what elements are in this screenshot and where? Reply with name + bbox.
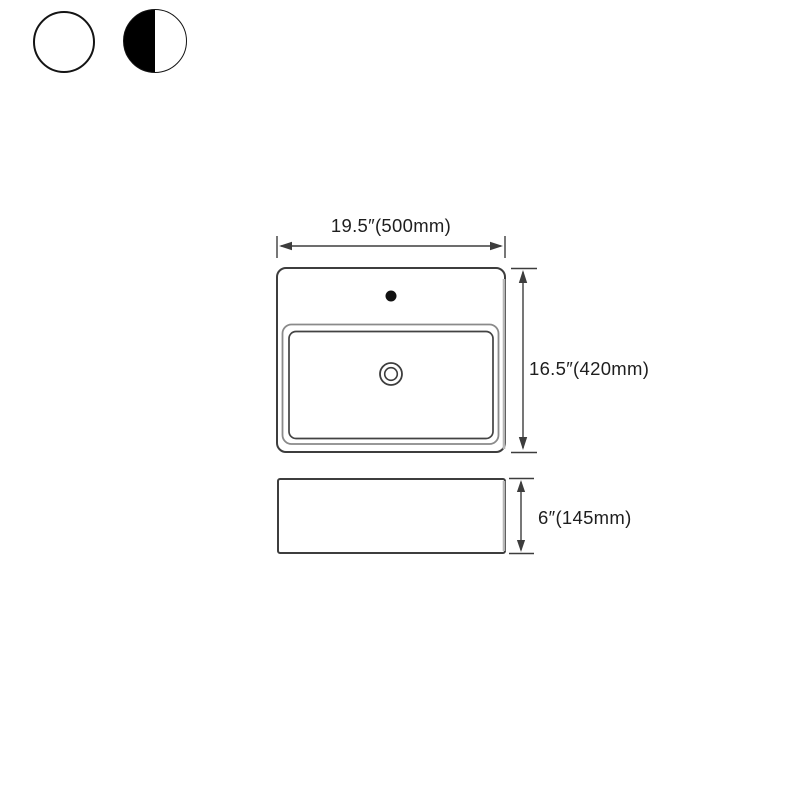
- sink-body-outline: [278, 479, 505, 553]
- height-dimension-label: 6″(145mm): [538, 507, 632, 528]
- depth-arrow-up-icon: [519, 270, 527, 283]
- width-dimension-label: 19.5″(500mm): [330, 215, 452, 236]
- sink-top-view: [277, 268, 505, 452]
- height-dimension: [509, 479, 632, 554]
- width-arrow-left-icon: [279, 242, 292, 250]
- height-arrow-down-icon: [517, 540, 525, 552]
- depth-dimension-label: 16.5″(420mm): [529, 358, 650, 379]
- depth-arrow-down-icon: [519, 437, 527, 450]
- height-arrow-up-icon: [517, 480, 525, 492]
- width-dimension: [277, 215, 505, 258]
- depth-dimension: [511, 269, 649, 453]
- width-arrow-right-icon: [490, 242, 503, 250]
- faucet-hole-icon: [386, 291, 397, 302]
- sink-front-view: [278, 479, 505, 553]
